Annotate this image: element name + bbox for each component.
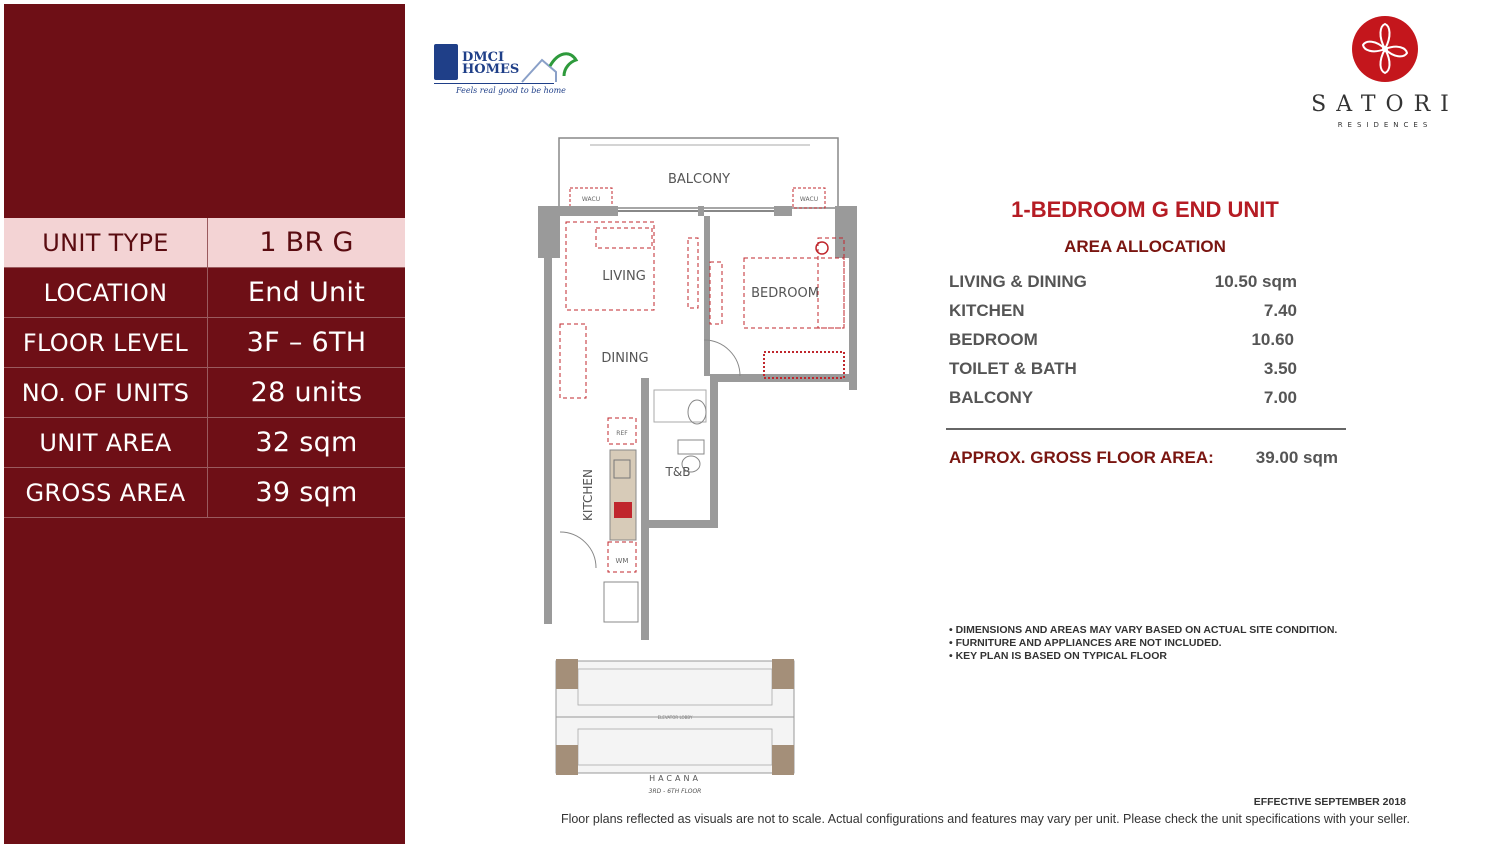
spec-row-floor-level — [4, 318, 405, 368]
floor-plan — [530, 130, 870, 640]
spec-label: UNIT TYPE — [4, 218, 208, 267]
living-label: LIVING — [602, 269, 646, 284]
spec-row-location — [4, 268, 405, 318]
bedroom-label: BEDROOM — [751, 286, 819, 301]
area-allocation-heading: AREA ALLOCATION — [1064, 237, 1226, 256]
wacu-left-label: WACU — [581, 196, 601, 203]
dmci-homes-logo — [434, 42, 584, 100]
balcony-label: BALCONY — [667, 172, 731, 187]
satori-blossom-icon — [1350, 14, 1420, 84]
area-allocation-list — [949, 272, 1349, 417]
spec-label: FLOOR LEVEL — [4, 318, 208, 367]
dmci-line2: HOMES — [462, 62, 520, 77]
gross-floor-area — [949, 448, 1349, 472]
kitchen-label: KITCHEN — [581, 469, 595, 521]
effective-date: EFFECTIVE SEPTEMBER 2018 — [1253, 796, 1406, 808]
allocation-name: TOILET & BATH — [949, 359, 1077, 378]
allocation-value: 10.50 sqm — [1214, 272, 1297, 291]
allocation-row — [949, 272, 1349, 301]
spec-value: End Unit — [247, 277, 366, 308]
allocation-row — [949, 301, 1349, 330]
keyplan-title: HACANA — [649, 774, 701, 783]
allocation-value: 7.40 — [1263, 301, 1297, 320]
dmci-tagline: Feels real good to be home — [456, 86, 566, 95]
disclaimer-text: Floor plans reflected as visuals are not to scale. Actual configurations and features may vary per unit. Please check the unit specifications with your seller. — [560, 812, 1410, 826]
note-item: • DIMENSIONS AND AREAS MAY VARY BASED ON ACTUAL SITE CONDITION. — [949, 624, 1338, 636]
dmci-mark-icon — [434, 44, 458, 80]
note-item: • FURNITURE AND APPLIANCES ARE NOT INCLUDED. — [949, 637, 1222, 649]
allocation-value: 7.00 — [1263, 388, 1297, 407]
satori-subtitle: RESIDENCES — [1337, 121, 1433, 129]
spec-row-gross-area — [4, 468, 405, 518]
house-outline-icon — [520, 46, 580, 84]
tb-label: T&B — [665, 465, 691, 479]
dining-label: DINING — [601, 351, 649, 366]
allocation-value: 3.50 — [1263, 359, 1297, 378]
note-item: • KEY PLAN IS BASED ON TYPICAL FLOOR — [949, 650, 1167, 662]
allocation-row — [949, 388, 1349, 417]
spec-value: 39 sqm — [255, 477, 358, 508]
allocation-name: BALCONY — [949, 388, 1034, 407]
spec-value: 32 sqm — [255, 427, 358, 458]
dmci-rule — [434, 83, 554, 84]
spec-value: 28 units — [250, 377, 363, 408]
allocation-name: LIVING & DINING — [949, 272, 1087, 291]
allocation-name: BEDROOM — [949, 330, 1038, 349]
gross-value: 39.00 sqm — [1255, 448, 1338, 467]
dmci-wordmark — [462, 52, 519, 76]
spec-row-units — [4, 368, 405, 418]
spec-label: LOCATION — [4, 268, 208, 317]
spec-row-unit-type — [4, 218, 405, 268]
notes-list — [949, 624, 1369, 663]
keyplan-lobby-label: ELEVATOR LOBBY — [657, 715, 693, 720]
unit-spec-table — [4, 218, 405, 518]
allocation-name: KITCHEN — [949, 301, 1025, 320]
dmci-line1: DMCI — [462, 50, 505, 65]
spec-label: NO. OF UNITS — [4, 368, 208, 417]
satori-wordmark: SATORI — [1311, 92, 1459, 117]
keyplan-floors: 3RD - 6TH FLOOR — [648, 788, 702, 795]
allocation-row — [949, 359, 1349, 388]
spec-value: 1 BR G — [259, 227, 354, 258]
allocation-divider — [946, 428, 1346, 430]
spec-row-unit-area — [4, 418, 405, 468]
key-plan — [550, 655, 800, 780]
allocation-value: 10.60 — [1251, 330, 1294, 349]
wacu-right-label: WACU — [799, 196, 819, 203]
spec-value: 3F – 6TH — [246, 327, 367, 358]
allocation-row — [949, 330, 1349, 359]
wm-label: WM — [615, 557, 629, 565]
spec-label: GROSS AREA — [4, 468, 208, 517]
gross-label: APPROX. GROSS FLOOR AREA: — [949, 448, 1214, 467]
ref-label: REF — [616, 430, 628, 437]
unit-title: 1-BEDROOM G END UNIT — [1011, 197, 1279, 222]
spec-label: UNIT AREA — [4, 418, 208, 467]
